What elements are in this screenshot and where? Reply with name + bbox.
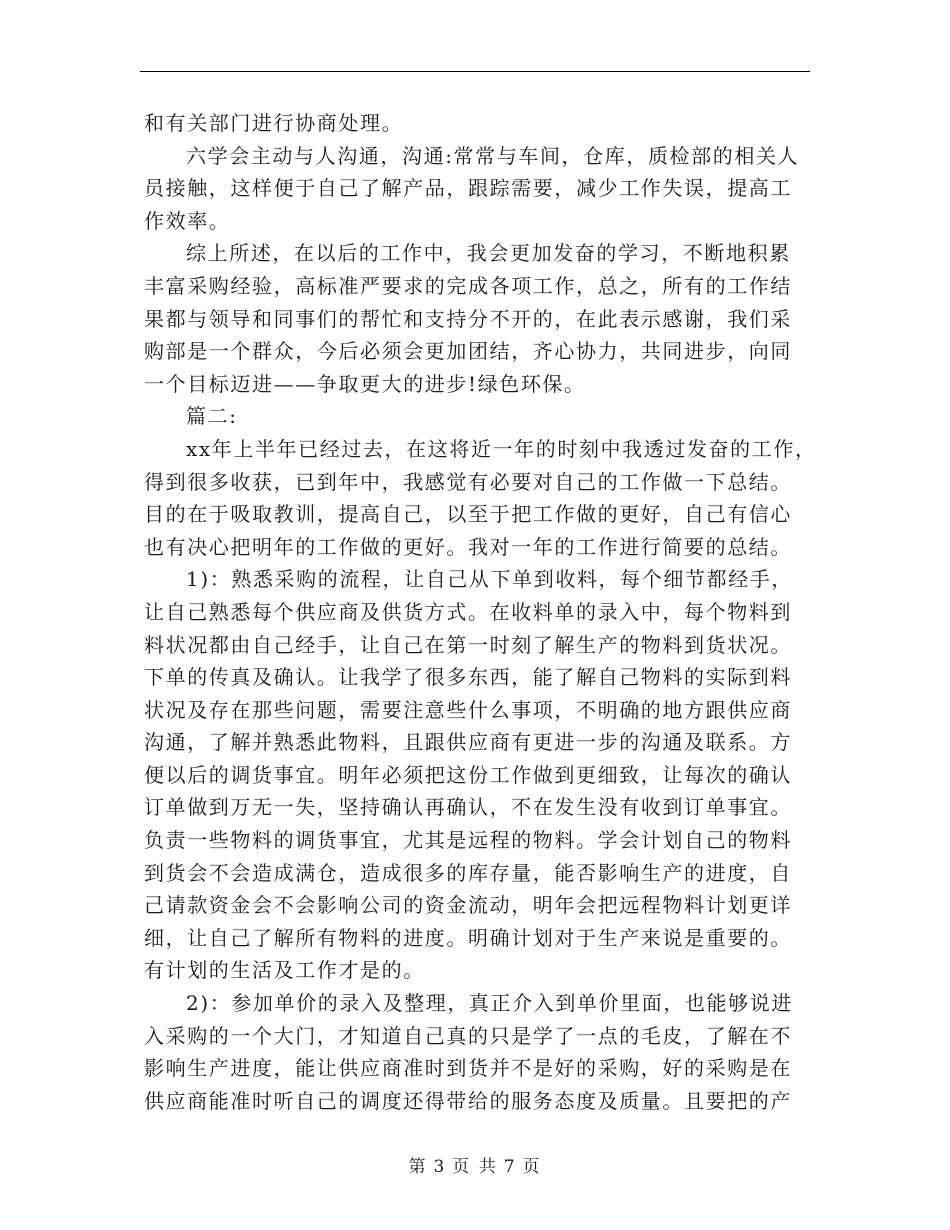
text-line: 让自己熟悉每个供应商及供货方式。在收料单的录入中，每个物料到 [144,599,792,624]
text-line: 2)：参加单价的录入及整理，真正介入到单价里面，也能够说进 [186,991,793,1016]
text-line: xx年上半年已经过去，在这将近一年的时刻中我透过发奋的工作， [186,436,817,461]
text-line: 负责一些物料的调货事宜，尤其是远程的物料。学会计划自己的物料 [144,828,792,853]
text-line: 影响生产进度，能让供应商准时到货并不是好的采购，好的采购是在 [144,1056,792,1081]
text-line: 也有决心把明年的工作做的更好。我对一年的工作进行简要的总结。 [144,534,792,559]
document-body [144,107,817,1117]
text-line: 状况及存在那些问题，需要注意些什么事项，不明确的地方跟供应商 [144,697,792,722]
text-line: 细，让自己了解所有物料的进度。明确计划对于生产来说是重要的。 [144,925,792,950]
text-line: 员接触，这样便于自己了解产品，跟踪需要，减少工作失误，提高工 [144,176,792,201]
footer-middle: 页 共 [452,1157,498,1177]
page-footer [0,1152,950,1177]
text-line: 综上所述，在以后的工作中，我会更加发奋的学习，不断地积累 [186,241,791,266]
text-line: 订单做到万无一失，坚持确认再确认，不在发生没有收到订单事宜。 [144,795,792,820]
text-line: 篇二: [186,404,238,429]
text-line: 购部是一个群众，今后必须会更加团结，齐心协力，共同进步，向同 [144,339,792,364]
header-rule [140,71,810,72]
footer-suffix: 页 [522,1157,542,1177]
footer-prefix: 第 [408,1157,428,1177]
text-line: 目的在于吸取教训，提高自己，以至于把工作做的更好，自己有信心 [144,502,792,527]
text-line: 和有关部门进行协商处理。 [144,111,404,135]
text-line: 入采购的一个大门，才知道自己真的只是学了一点的毛皮，了解在不 [144,1023,792,1048]
text-line: 沟通，了解并熟悉此物料，且跟供应商有更进一步的沟通及联系。方 [144,730,792,755]
text-line: 果都与领导和同事们的帮忙和支持分不开的，在此表示感谢，我们采 [144,306,792,331]
text-line: 到货会不会造成满仓，造成很多的库存量，能否影响生产的进度，自 [144,860,792,885]
text-line: 便以后的调货事宜。明年必须把这份工作做到更细致，让每次的确认 [144,762,792,787]
text-line: 下单的传真及确认。让我学了很多东西，能了解自己物料的实际到料 [144,665,792,690]
current-page-number: 3 [433,1157,447,1177]
text-line: 作效率。 [144,208,231,233]
total-page-count: 7 [503,1157,517,1177]
text-line: 供应商能准时听自己的调度还得带给的服务态度及质量。且要把的产 [144,1088,792,1113]
text-line: 六学会主动与人沟通，沟通:常常与车间，仓库，质检部的相关人 [186,143,800,168]
text-line: 料状况都由自己经手，让自己在第一时刻了解生产的物料到货状况。 [144,632,792,657]
text-line: 有计划的生活及工作才是的。 [144,958,425,983]
text-line: 己请款资金会不会影响公司的资金流动，明年会把远程物料计划更详 [144,893,792,918]
text-line: 1)：熟悉采购的流程，让自己从下单到收料，每个细节都经手， [186,567,793,592]
text-line: 丰富采购经验，高标准严要求的完成各项工作，总之，所有的工作结 [144,273,792,298]
text-line: 得到很多收获，已到年中，我感觉有必要对自己的工作做一下总结。 [144,469,792,494]
text-line: 一个目标迈进——争取更大的进步!绿色环保。 [144,371,586,396]
